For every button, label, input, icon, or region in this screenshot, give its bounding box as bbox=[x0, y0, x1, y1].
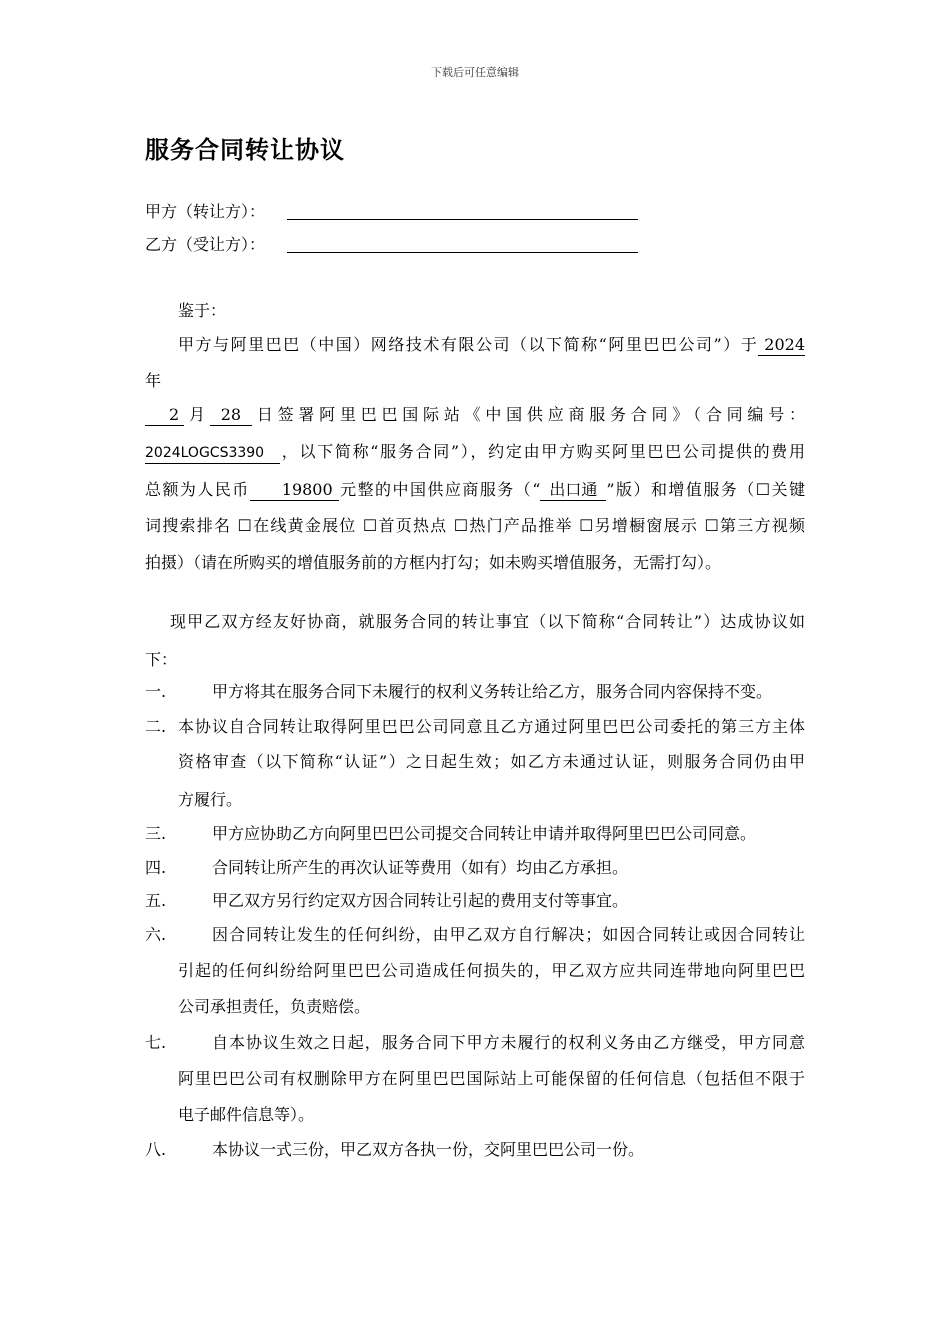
service-edition: 出口通 bbox=[540, 480, 606, 501]
clause-number: 一. bbox=[145, 682, 167, 701]
clause-text: 电子邮件信息等）。 bbox=[178, 1105, 315, 1124]
party-a-label: 甲方（转让方）： bbox=[145, 202, 266, 221]
clause-text: 甲方应协助乙方向阿里巴巴公司提交合同转让申请并取得阿里巴巴公司同意。 bbox=[212, 824, 757, 843]
signing-day: 28 bbox=[210, 405, 252, 426]
party-b-blank-field bbox=[287, 233, 638, 253]
clause-number: 二. bbox=[145, 717, 167, 736]
whereas-line-6 bbox=[145, 514, 805, 538]
whereas-text: ”版）和增值服务（☐关键 bbox=[606, 480, 805, 499]
year-unit: 年 bbox=[145, 371, 162, 390]
clause-text: 本协议一式三份，甲乙双方各执一份，交阿里巴巴公司一份。 bbox=[212, 1140, 645, 1159]
whereas-text: 甲方与阿里巴巴（中国）网络技术有限公司（以下简称“阿里巴巴公司”）于 bbox=[178, 335, 759, 354]
party-b-label: 乙方（受让方）： bbox=[145, 235, 266, 254]
signing-year: 2024 bbox=[758, 335, 805, 356]
clause-text: 因合同转让发生的任何纠纷，由甲乙双方自行解决；如因合同转让或因合同转让 bbox=[212, 925, 805, 944]
whereas-line-7 bbox=[145, 551, 805, 575]
whereas-line-1 bbox=[178, 333, 805, 357]
whereas-text: 元整的中国供应商服务（“ bbox=[338, 480, 541, 499]
whereas-text: ，以下简称“服务合同”），约定由甲方购买阿里巴巴公司提供的费用 bbox=[280, 442, 805, 461]
clause-number: 四. bbox=[145, 858, 167, 877]
header-note: 下载后可任意编辑 bbox=[431, 66, 519, 79]
whereas-line-5 bbox=[145, 478, 805, 502]
clause-number: 三. bbox=[145, 824, 167, 843]
clause-text: 合同转让所产生的再次认证等费用（如有）均由乙方承担。 bbox=[212, 858, 629, 877]
value-added-services-text: 词搜索排名 ☐在线黄金展位 ☐首页热点 ☐热门产品推举 ☐另增橱窗展示 ☐第三方视频 bbox=[145, 516, 805, 535]
clause-text: 引起的任何纠纷给阿里巴巴公司造成任何损失的，甲乙双方应共同连带地向阿里巴巴 bbox=[178, 961, 805, 980]
whereas-line-2 bbox=[145, 369, 161, 393]
clause-number: 五. bbox=[145, 891, 167, 910]
clause-number: 八. bbox=[145, 1140, 167, 1159]
clause-number: 六. bbox=[145, 925, 167, 944]
clause-text: 自本协议生效之日起，服务合同下甲方未履行的权利义务由乙方继受，甲方同意 bbox=[212, 1033, 805, 1052]
clause-number: 七. bbox=[145, 1033, 167, 1052]
clause-text: 阿里巴巴公司有权删除甲方在阿里巴巴国际站上可能保留的任何信息（包括但不限于 bbox=[178, 1069, 805, 1088]
contract-amount: 19800 bbox=[250, 480, 339, 501]
clause-text: 资格审查（以下简称“认证”）之日起生效；如乙方未通过认证，则服务合同仍由甲 bbox=[178, 752, 805, 771]
whereas-line-3 bbox=[145, 403, 805, 427]
whereas-text: 日签署阿里巴巴国际站《中国供应商服务合同》（合同编号： bbox=[252, 405, 805, 424]
document-title: 服务合同转让协议 bbox=[145, 135, 345, 164]
clause-text: 公司承担责任，负责赔偿。 bbox=[178, 997, 371, 1016]
clause-text: 本协议自合同转让取得阿里巴巴公司同意且乙方通过阿里巴巴公司委托的第三方主体 bbox=[178, 717, 805, 736]
whereas-text: 总额为人民币 bbox=[145, 480, 250, 499]
contract-number: 2024LOGCS3390 bbox=[145, 443, 280, 464]
month-unit: 月 bbox=[184, 405, 210, 424]
whereas-text: 拍摄）（请在所购买的增值服务前的方框内打勾；如未购买增值服务，无需打勾）。 bbox=[145, 553, 722, 572]
party-a-blank-field bbox=[287, 200, 638, 220]
clause-text: 方履行。 bbox=[178, 790, 243, 809]
whereas-lead: 鉴于： bbox=[178, 301, 227, 320]
intro-line-1: 现甲乙双方经友好协商，就服务合同的转让事宜（以下简称“合同转让”）达成协议如 bbox=[170, 612, 805, 631]
whereas-line-4 bbox=[145, 440, 805, 464]
clause-text: 甲乙双方另行约定双方因合同转让引起的费用支付等事宜。 bbox=[212, 891, 629, 910]
signing-month: 2 bbox=[145, 405, 184, 426]
intro-line-2: 下： bbox=[145, 650, 178, 669]
clause-text: 甲方将其在服务合同下未履行的权利义务转让给乙方，服务合同内容保持不变。 bbox=[212, 682, 773, 701]
